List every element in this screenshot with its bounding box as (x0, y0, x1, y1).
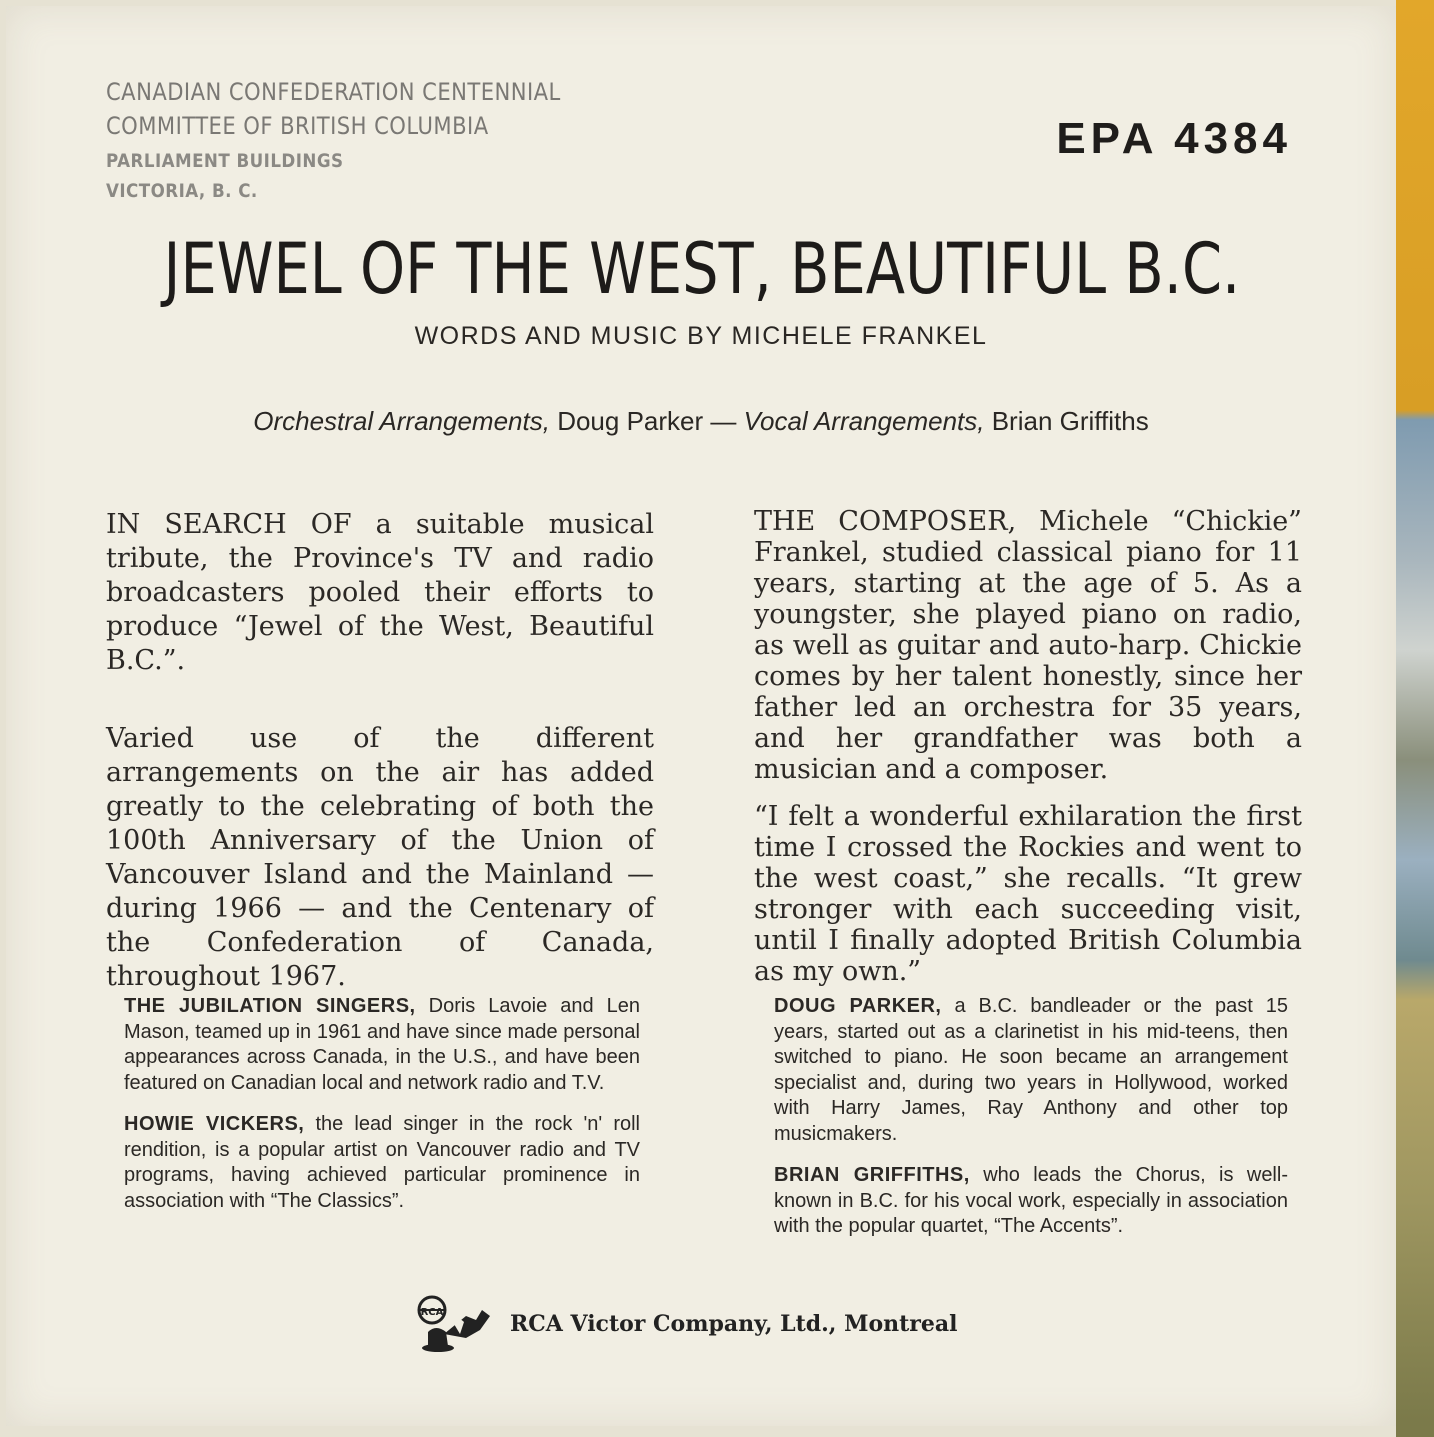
vocal-name: Brian Griffiths (991, 406, 1149, 436)
bio-jubilation-singers (124, 994, 640, 1096)
stamp-line-3: PARLIAMENT BUILDINGS (106, 150, 344, 172)
sleeve-spine-edge (1396, 0, 1434, 1437)
bio-name: BRIAN GRIFFITHS, (774, 1164, 970, 1186)
arrangement-credits (6, 406, 1396, 437)
logo-text: RCA (420, 1307, 444, 1318)
catalog-number: EPA 4384 (1056, 114, 1292, 163)
bio-name: HOWIE VICKERS, (124, 1113, 305, 1135)
orchestral-role: Orchestral Arrangements, (253, 406, 550, 436)
bio-name: DOUG PARKER, (774, 995, 942, 1017)
label-company-name: RCA Victor Company, Ltd., Montreal (510, 1311, 958, 1337)
credits-separator: — (710, 406, 737, 436)
stamp-line-1: CANADIAN CONFEDERATION CENTENNIAL (106, 78, 561, 106)
album-title: JEWEL OF THE WEST, BEAUTIFUL B.C. (163, 228, 1241, 310)
vocal-role: Vocal Arrangements, (743, 406, 985, 436)
rca-nipper-logo-icon (414, 1294, 494, 1354)
right-bios (774, 994, 1288, 1240)
record-sleeve-back (6, 6, 1396, 1426)
left-paragraph-1: IN SEARCH OF a suitable musical tribute, the Province's TV and radio broadcasters pooled their efforts to produce “Jewel of the West, Beautiful B.C.”. (106, 509, 654, 676)
bio-text: a B.C. bandleader or the past 15 years, started out as a clarinetist in his mid-teens, then switched to piano. He soon became an arrangement specialist and, during two years in Hollywood, worked with Harry James, Ray Anthony and other top musicmakers. (774, 995, 1288, 1145)
right-paragraph-2: “I felt a wonderful exhilaration the first time I crossed the Rockies and went to the west coast,” she recalls. “It grew stronger with each succeeding visit, until I finally adopted British Columbia as my own.” (754, 801, 1302, 987)
bio-text: the lead singer in the rock 'n' roll rendition, is a popular artist on Vancouver radio and TV programs, having achieved particular prominence in association with “The Classics”. (124, 1113, 640, 1212)
right-liner-notes (754, 506, 1302, 987)
bio-text: who leads the Chorus, is well-known in B.C. for his vocal work, especially in association with the popular quartet, “The Accents”. (774, 1164, 1288, 1237)
orchestral-name: Doug Parker (557, 406, 704, 436)
right-paragraph-1: THE COMPOSER, Michele “Chickie” Frankel, studied classical piano for 11 years, starting at the age of 5. As a youngster, she played piano on radio, as well as guitar and auto-harp. Chickie comes by her talent honestly, since her father led an orchestra for 35 years, and her grandfather was both a musician and a composer. (754, 506, 1302, 785)
label-footer (414, 1294, 958, 1354)
left-bios (124, 994, 640, 1214)
left-paragraph-2: Varied use of the different arrangements on the air has added greatly to the celebrating of both the 100th Anniversary of the Union of Vancouver Island and the Mainland — during 1966 — and the Centenary of the Confederation of Canada, throughout 1967. (106, 723, 654, 992)
committee-stamp (106, 78, 623, 202)
album-subtitle: WORDS AND MUSIC BY MICHELE FRANKEL (414, 322, 988, 350)
bio-text: Doris Lavoie and Len Mason, teamed up in 1961 and have since made personal appearances across Canada, in the U.S., and have been featured on Canadian local and network radio and T.V. (124, 995, 640, 1094)
bio-howie-vickers (124, 1112, 640, 1214)
bio-name: THE JUBILATION SINGERS, (124, 995, 416, 1017)
left-liner-notes (106, 508, 654, 994)
stamp-line-2: COMMITTEE OF BRITISH COLUMBIA (106, 112, 489, 140)
stamp-line-4: VICTORIA, B. C. (106, 180, 258, 202)
bio-brian-griffiths (774, 1163, 1288, 1240)
bio-doug-parker (774, 994, 1288, 1147)
